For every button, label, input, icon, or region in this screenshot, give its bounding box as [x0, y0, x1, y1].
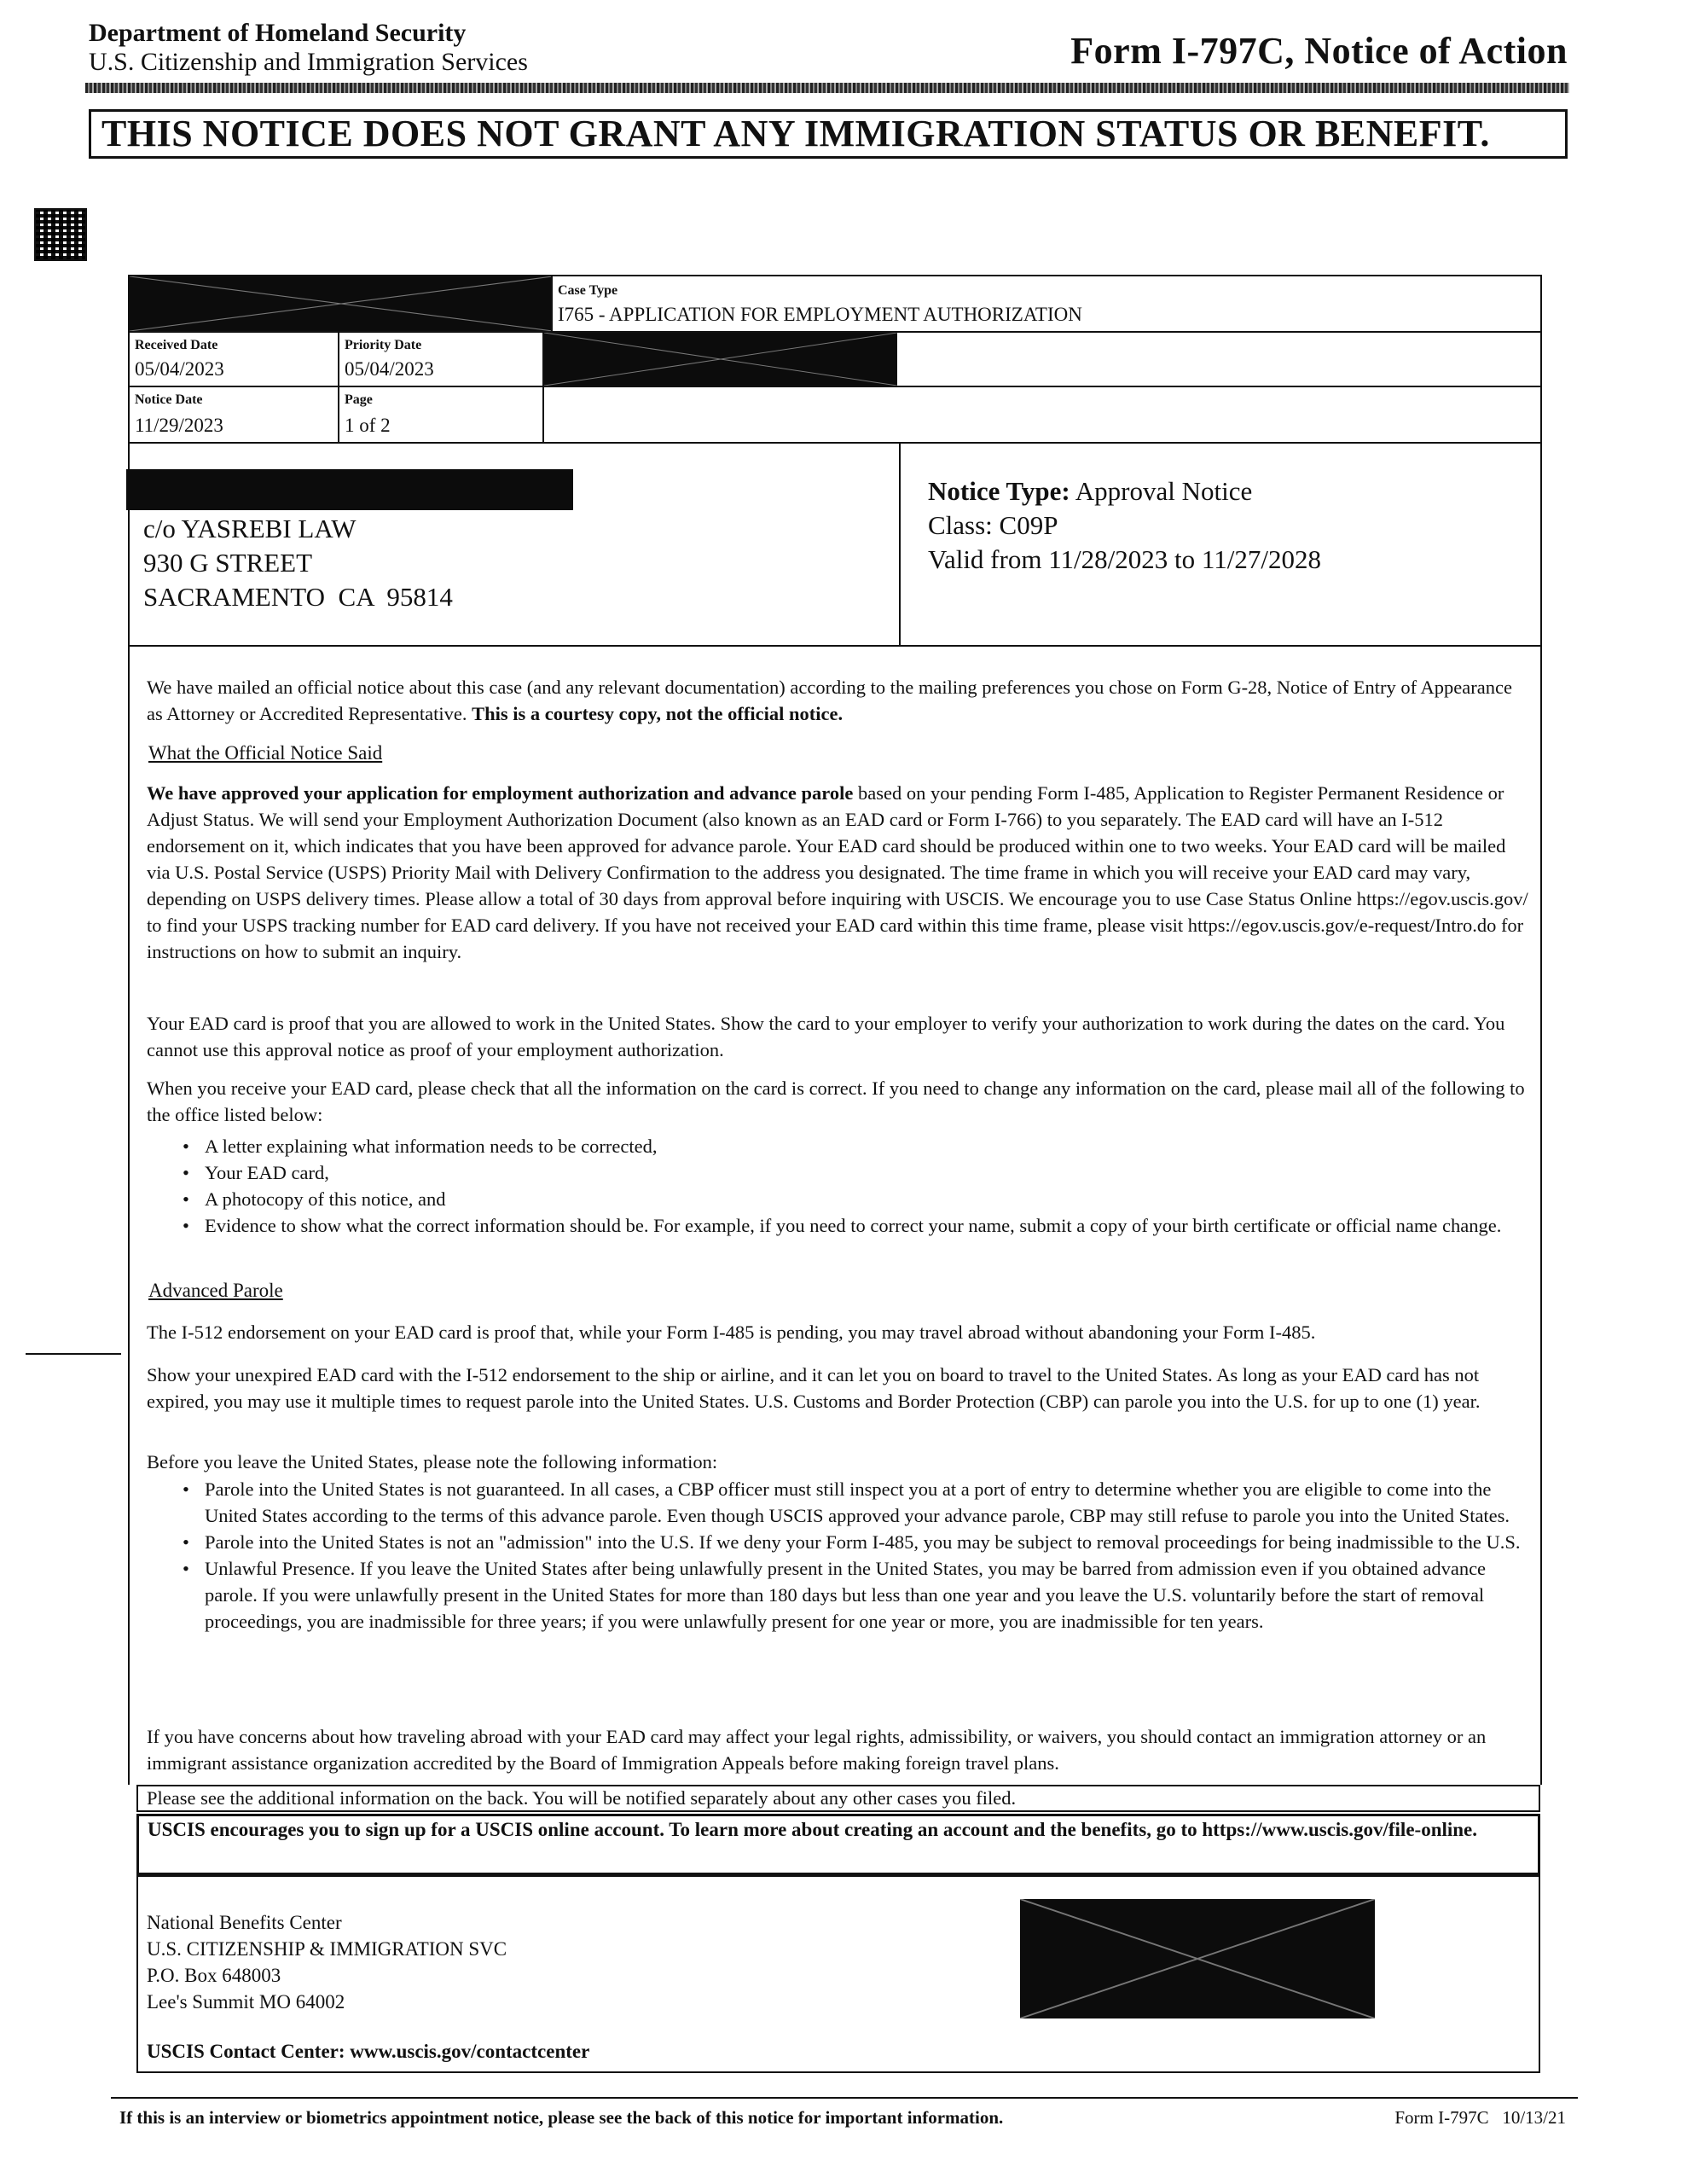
online-account-box: USCIS encourages you to sign up for a USCIS online account. To learn more about creating an account and the benefits, go to https://www.uscis.gov/file-online.	[136, 1814, 1540, 1875]
correction-list	[179, 1133, 1527, 1239]
notice-date-value: 11/29/2023	[135, 415, 223, 436]
address-line-1: c/o YASREBI LAW	[143, 514, 357, 543]
list-item: • Parole into the United States is not guaranteed. In all cases, a CBP officer must still inspect you at a port of entry to determine whether you are eligible to come into the United States according to the terms of this advance parole. Even though USCIS approved your advance parole, CBP may still refuse to parole you into the United States.	[179, 1476, 1527, 1529]
heading-advanced-parole: Advanced Parole	[148, 1280, 283, 1301]
address-line-3: SACRAMENTO CA 95814	[143, 582, 453, 612]
before-leave-paragraph: Before you leave the United States, please note the following information:	[147, 1451, 718, 1472]
case-type-label: Case Type	[558, 283, 618, 298]
contact-center: USCIS Contact Center: www.uscis.gov/contactcenter	[147, 2041, 590, 2062]
list-item: • Your EAD card,	[179, 1159, 1527, 1186]
priority-date-label: Priority Date	[345, 338, 422, 352]
office-address	[147, 1909, 507, 2015]
fold-mark	[26, 1353, 121, 1355]
list-item: • Parole into the United States is not an "admission" into the U.S. If we deny your Form I-485, you may be subject to removal proceedings for being inadmissible to the U.S.	[179, 1529, 1527, 1555]
agency-header	[89, 19, 528, 77]
list-item: • A photocopy of this notice, and	[179, 1186, 1527, 1212]
notice-summary	[928, 474, 1321, 577]
case-info-box	[128, 275, 1542, 647]
redacted-receipt-number	[130, 276, 553, 331]
notice-type-label: Notice Type:	[928, 476, 1070, 506]
office-line: U.S. CITIZENSHIP & IMMIGRATION SVC	[147, 1938, 507, 1960]
office-line: P.O. Box 648003	[147, 1965, 281, 1986]
list-item: • A letter explaining what information needs to be corrected,	[179, 1133, 1527, 1159]
approval-details: based on your pending Form I-485, Application to Register Permanent Residence or Adjust Status. We will send your Employment Authorization Document (also known as an EAD card or Form I-766) to you separately. The EAD card will have an I-512 endorsement on it, which indicates that you have been approved for advance parole. Your EAD card should be produced within one to two weeks. Your EAD card will be mailed via U.S. Postal Service (USPS) Priority Mail with Delivery Confirmation to the address you designated. The time frame in which you will receive your EAD card may vary, depending on USPS delivery times. Please allow a total of 30 days from approval before inquiring with USCIS. We encourage you to use Case Status Online https://egov.uscis.gov/ to find your USPS tracking number for EAD card delivery. If you have not received your EAD card within this time frame, please visit https://egov.uscis.gov/e-request/Intro.do for instructions on how to submit an inquiry.	[147, 782, 1528, 962]
concerns-paragraph: If you have concerns about how traveling abroad with your EAD card may affect your legal rights, admissibility, or waivers, you should contact an immigration attorney or an immigrant assistance organization accredited by the Board of Immigration Appeals before making foreign travel plans.	[147, 1726, 1487, 1774]
office-line: National Benefits Center	[147, 1912, 342, 1933]
intro-paragraph	[147, 674, 1528, 727]
notice-type-value: Approval Notice	[1075, 476, 1253, 506]
notice-date-label: Notice Date	[135, 392, 203, 407]
check-info-paragraph: When you receive your EAD card, please check that all the information on the card is correct. If you need to change any information on the card, please mail all of the following to the office listed below:	[147, 1077, 1525, 1125]
intro-text: We have mailed an official notice about this case (and any relevant documentation) according to the mailing preferences you chose on Form G-28, Notice of Entry of Appearance as Attorney or Accredited Representative.	[147, 677, 1512, 724]
class-line: Class: C09P	[928, 510, 1058, 540]
agency-name: U.S. Citizenship and Immigration Services	[89, 48, 528, 76]
department-name: Department of Homeland Security	[89, 19, 467, 47]
priority-date-value: 05/04/2023	[345, 358, 434, 380]
ead-proof-paragraph: Your EAD card is proof that you are allowed to work in the United States. Show the card to your employer to verify your authorization to work during the dates on the card. You cannot use this approval notice as proof of your employment authorization.	[147, 1013, 1505, 1060]
approval-statement: We have approved your application for employment authorization and advance parole	[147, 782, 854, 804]
courtesy-copy-note: This is a courtesy copy, not the official notice.	[472, 703, 844, 724]
received-date-value: 05/04/2023	[135, 358, 224, 380]
travel-paragraph: Show your unexpired EAD card with the I-512 endorsement to the ship or airline, and it can let you on board to travel to the United States. As long as your EAD card has not expired, you may use it multiple times to request parole into the United States. U.S. Customs and Border Protection (CBP) can parole you into the U.S. for up to one (1) year.	[147, 1364, 1481, 1412]
bottom-rule	[111, 2097, 1578, 2099]
page-label: Page	[345, 392, 373, 407]
address-line-2: 930 G STREET	[143, 548, 313, 578]
received-date-label: Received Date	[135, 338, 218, 352]
office-line: Lee's Summit MO 64002	[147, 1991, 345, 2013]
barcode-2d	[36, 210, 85, 259]
list-item: • Evidence to show what the correct information should be. For example, if you need to correct your name, submit a copy of your birth certificate or official name change.	[179, 1212, 1527, 1239]
redacted-recipient-name	[126, 469, 573, 510]
approval-paragraph	[147, 780, 1528, 965]
heading-official-notice: What the Official Notice Said	[148, 742, 383, 764]
header-rule	[85, 83, 1569, 93]
notice-body	[128, 647, 1542, 1785]
form-title: Form I-797C, Notice of Action	[1070, 30, 1568, 72]
page-value: 1 of 2	[345, 415, 391, 436]
status-banner: THIS NOTICE DOES NOT GRANT ANY IMMIGRATION STATUS OR BENEFIT.	[89, 109, 1568, 159]
list-item: • Unlawful Presence. If you leave the United States after being unlawfully present in the United States, you may be barred from admission even if you obtained advance parole. If you were unlawfully present in the United States for more than 180 days but less than one year and you leave the U.S. voluntarily before the start of removal proceedings, you are inadmissible for three years; if you were unlawfully present for one year or more, you are inadmissible for ten years.	[179, 1555, 1527, 1635]
redacted-beneficiary	[544, 333, 897, 386]
additional-info-box: Please see the additional information on the back. You will be notified separately about any other cases you filed.	[136, 1785, 1540, 1812]
bottom-note: If this is an interview or biometrics appointment notice, please see the back of this notice for important information.	[119, 2107, 1004, 2128]
form-edition: Form I-797C 10/13/21	[1394, 2107, 1566, 2128]
valid-dates: Valid from 11/28/2023 to 11/27/2028	[928, 544, 1321, 574]
endorsement-paragraph: The I-512 endorsement on your EAD card is proof that, while your Form I-485 is pending, you may travel abroad without abandoning your Form I-485.	[147, 1321, 1316, 1343]
redacted-signature-block	[1020, 1899, 1375, 2018]
case-type-value: I765 - APPLICATION FOR EMPLOYMENT AUTHORIZATION	[558, 304, 1082, 325]
travel-warnings-list	[179, 1476, 1527, 1635]
mailing-address	[143, 512, 453, 614]
office-box	[136, 1875, 1540, 2073]
